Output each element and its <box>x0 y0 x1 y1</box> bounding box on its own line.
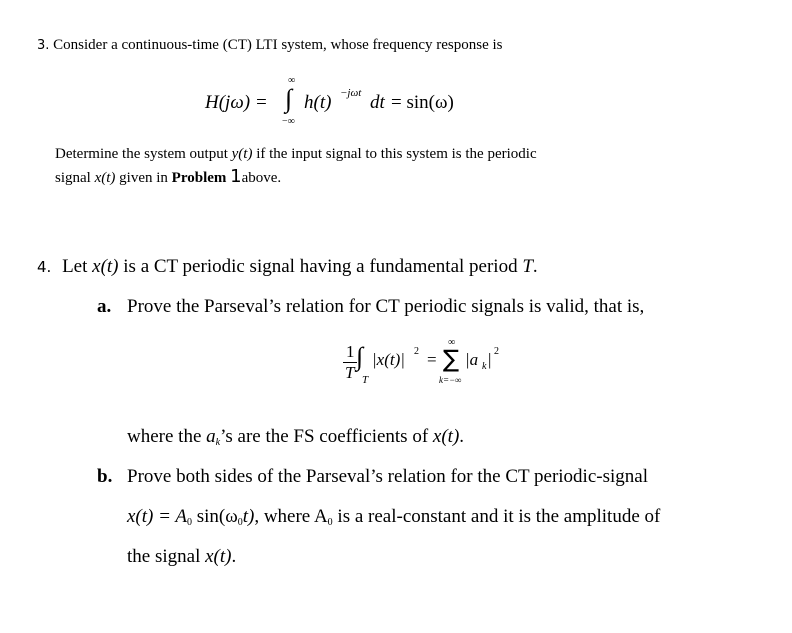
body-text: if the input signal to this system is the periodic <box>252 146 537 162</box>
problem-4-number: 4. <box>37 258 52 276</box>
where-text: where the <box>127 426 207 447</box>
frac-numerator: 1 <box>346 342 355 361</box>
body-text: Determine the system output <box>55 146 232 162</box>
intro-text: is a CT periodic signal having a fundamental period <box>118 256 523 277</box>
eq-integrand: h(t) <box>304 92 332 113</box>
amp-subscript-2: 0 <box>327 517 333 528</box>
eq-integral-sign: ∫ <box>285 84 293 113</box>
input-var: x(t) <box>94 170 116 186</box>
part-b-line-3 <box>127 546 236 568</box>
equals-sign: = <box>427 350 437 369</box>
intro-text: Let <box>62 256 93 277</box>
a-subscript: k <box>482 361 487 372</box>
square-exponent: 2 <box>414 346 419 357</box>
eq-lhs: H(jω) = <box>205 92 268 113</box>
amp-subscript: 0 <box>186 517 192 528</box>
problem-3-intro <box>37 37 503 54</box>
problem-3-body-line-1 <box>55 146 537 163</box>
eq-int-lower: −∞ <box>282 116 295 127</box>
eq-dt: dt <box>370 92 385 113</box>
signal-var: x(t) <box>432 426 460 447</box>
problem-ref-bold: Problem <box>171 170 231 186</box>
body-text: above. <box>241 170 282 186</box>
parseval-integral-sign: ∫ <box>356 342 364 371</box>
signal-var: x(t) <box>92 256 119 277</box>
abs-x: |x(t)| <box>372 350 405 369</box>
body-text: signal <box>55 170 95 186</box>
output-var: y(t) <box>231 146 253 162</box>
freq-subscript: 0 <box>237 517 243 528</box>
where-text-end: is a real-constant and it is the amplitude of <box>332 506 661 527</box>
abs-close: | <box>488 350 492 369</box>
part-b-line-1 <box>97 466 648 488</box>
part-a-where <box>127 426 464 448</box>
sum-upper: ∞ <box>448 337 456 348</box>
coef-a: a <box>206 426 216 447</box>
part-b-label: b. <box>97 466 113 487</box>
body-text: the signal <box>127 546 206 567</box>
where-text: , where A <box>254 506 328 527</box>
part-b-line-2 <box>127 506 660 528</box>
where-text: ’s are the FS coefficients of <box>220 426 433 447</box>
integral-subscript: T <box>362 374 369 386</box>
body-text: given in <box>115 170 172 186</box>
problem-3-intro-text: Consider a continuous-time (CT) LTI system, whose frequency response is <box>53 37 503 53</box>
eq-int-upper: ∞ <box>288 75 296 86</box>
intro-end: . <box>532 256 538 277</box>
sin-text: sin(ω <box>191 506 238 527</box>
problem-4-intro <box>37 256 538 278</box>
abs-a: |a <box>465 350 479 369</box>
square-exponent-2: 2 <box>494 346 499 357</box>
problem-3-body-line-2 <box>55 166 281 187</box>
period-var: T <box>522 256 533 277</box>
body-end: . <box>231 546 237 567</box>
problem-ref-number: 1 <box>230 166 242 187</box>
coef-k: k <box>215 437 221 448</box>
frac-denominator: T <box>345 363 355 382</box>
where-end: . <box>459 426 465 447</box>
signal-var: x(t) <box>205 546 232 567</box>
part-b-statement: Prove both sides of the Parseval’s relation for the CT periodic-signal <box>127 466 648 487</box>
problem-3-number: 3. <box>37 38 50 53</box>
sum-lower: k=−∞ <box>439 375 462 385</box>
eq-rhs: = sin(ω) <box>391 92 454 113</box>
part-a-label: a. <box>97 296 112 317</box>
part-a-text <box>97 296 644 318</box>
summation-sign: ∑ <box>443 345 460 373</box>
sin-arg-end: t) <box>242 506 255 527</box>
part-a-statement: Prove the Parseval’s relation for CT periodic signals is valid, that is, <box>127 296 645 317</box>
signal-def: x(t) = A <box>127 506 187 527</box>
eq-exponent: −jωt <box>340 87 362 99</box>
